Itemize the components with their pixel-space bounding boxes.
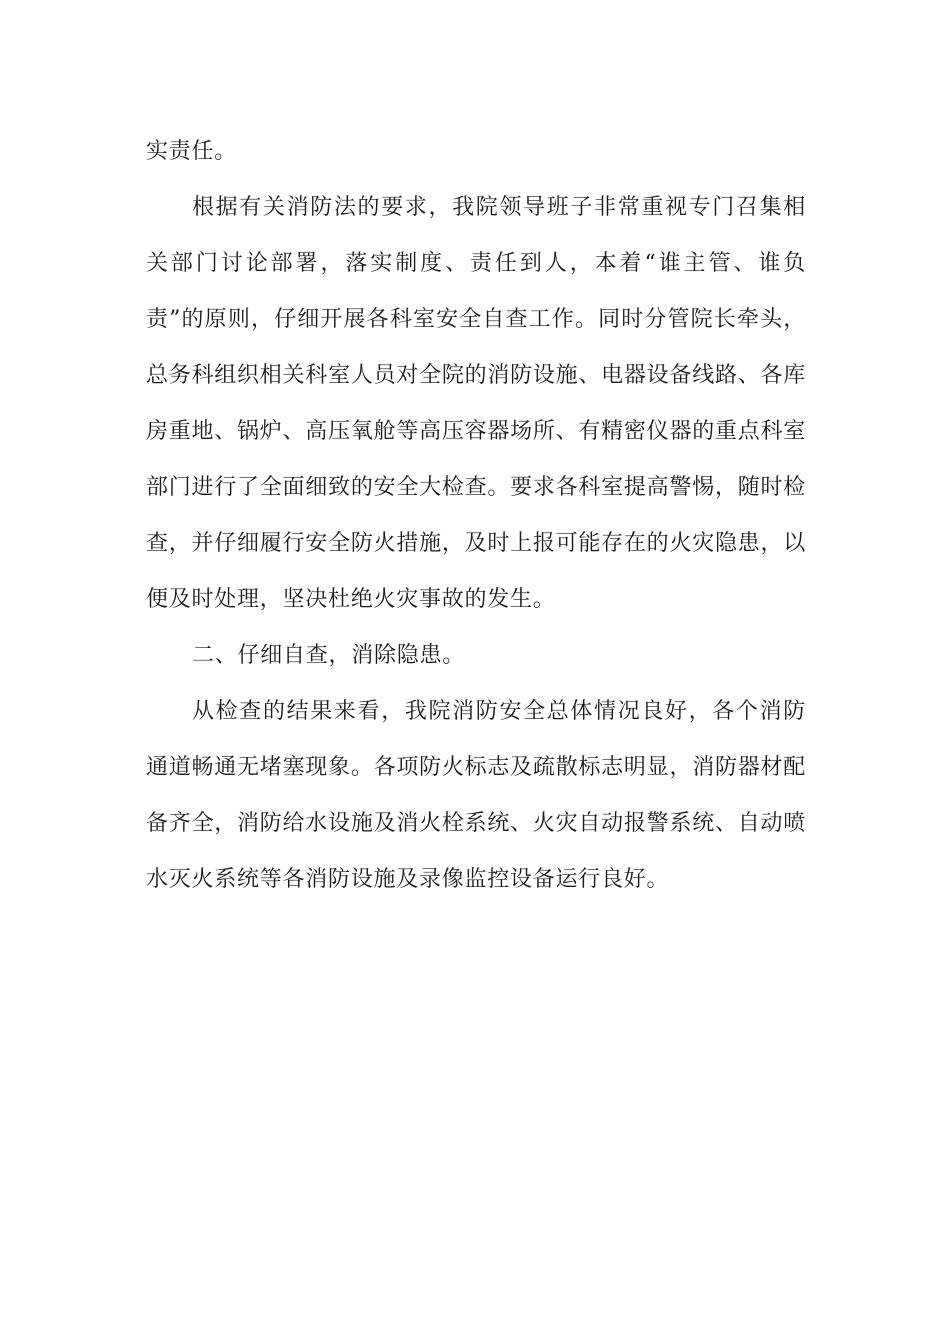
section-heading-self-inspection: 二、仔细自查，消除隐患。: [192, 643, 466, 668]
document-body: [146, 124, 806, 908]
paragraph-fire-law-requirements: 根据有关消防法的要求，我院领导班子非常重视专门召集相关部门讨论部署，落实制度、责任到人，本着“谁主管、谁负责”的原则，仔细开展各科室安全自查工作。同时分管院长牵头，总务科组织相关科室人员对全院的消防设施、电器设备线路、各库房重地、锅炉、高压氧舱等高压容器场所、有精密仪器的重点科室部门进行了全面细致的安全大检查。要求各科室提高警惕，随时检查，并仔细履行安全防火措施，及时上报可能存在的火灾隐患，以便及时处理，坚决杜绝火灾事故的发生。: [146, 195, 806, 612]
paragraph-inspection-results: 从检查的结果来看，我院消防安全总体情况良好，各个消防通道畅通无堵塞现象。各项防火标志及疏散标志明显，消防器材配备齐全，消防给水设施及消火栓系统、火灾自动报警系统、自动喷水灭火系统等各消防设施及录像监控设备运行良好。: [146, 699, 806, 892]
paragraph-continuation: 实责任。: [146, 139, 238, 164]
